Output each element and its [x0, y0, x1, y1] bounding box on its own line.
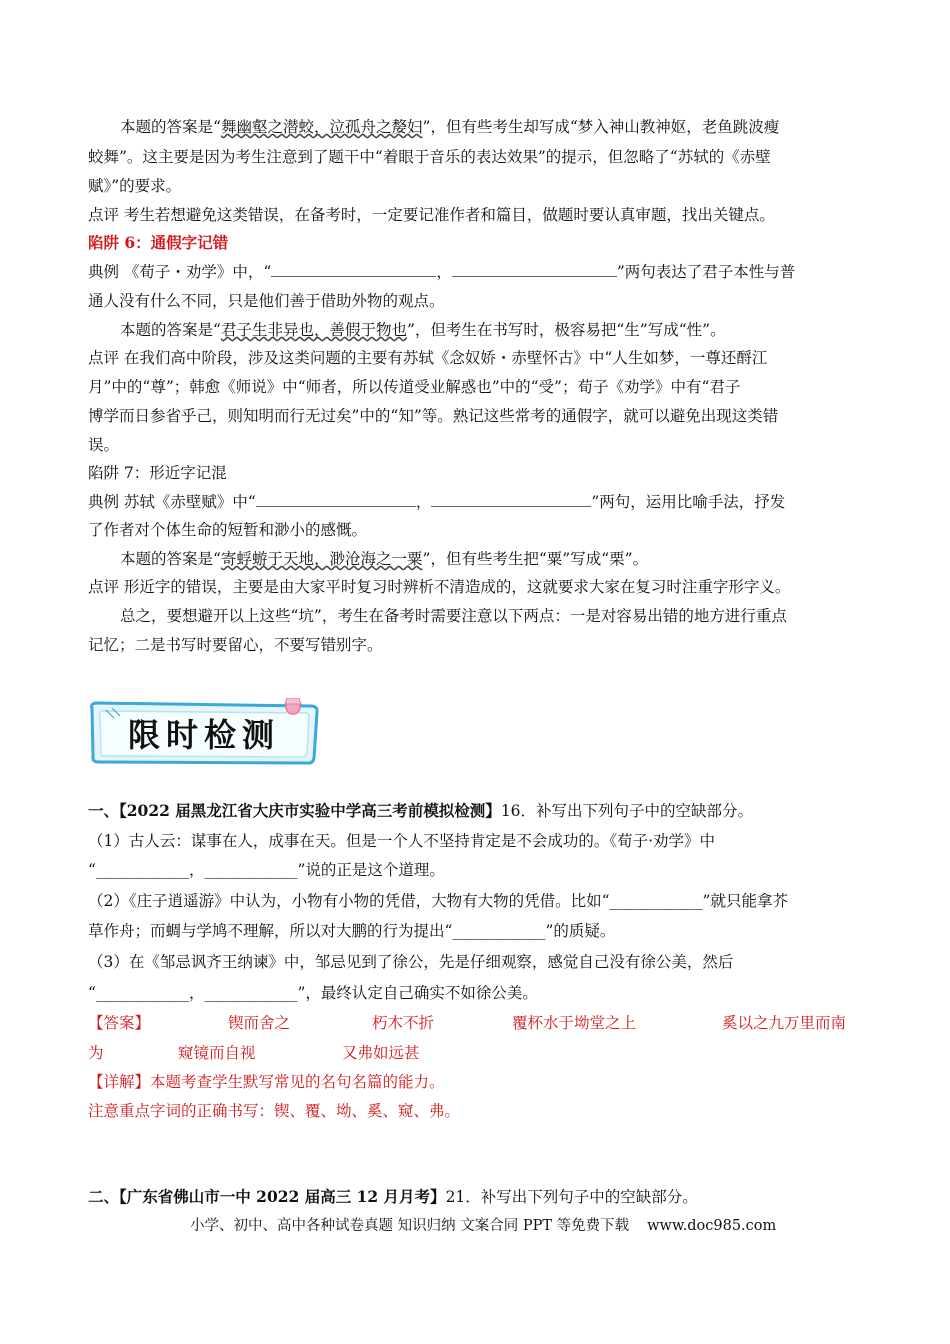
example-line: 通人没有什么不同，只是他们善于借助外物的观点。 — [88, 292, 445, 310]
fill-blank: ____________ — [452, 922, 546, 940]
text: 本题的答案是“ — [120, 550, 221, 568]
question-line — [88, 983, 538, 1003]
question-line: （1）古人云：谋事在人，成事在天。但是一个人不坚持肯定是不会成功的。《荀子·劝学》中 — [88, 832, 716, 850]
answer-quote: 君子生非异也，善假于物也 — [220, 321, 407, 339]
text: ”说的正是这个道理。 — [297, 861, 445, 879]
comment-line: 点评 在我们高中阶段，涉及这类问题的主要有苏轼《念奴娇・赤壁怀古》中“人生如梦，一尊还酹江 — [88, 349, 768, 367]
text: ”，但有些考生把“粟”写成“栗”。 — [422, 550, 649, 568]
text: ”的质疑。 — [545, 922, 616, 940]
fill-blank — [256, 491, 416, 507]
answer-item: 覆杯水于坳堂之上 — [512, 1014, 637, 1032]
answer-item: 奚以之九万里而南 — [722, 1014, 847, 1032]
question-header — [88, 801, 753, 821]
fill-blank — [271, 261, 436, 277]
question-line: （3）在《邹忌讽齐王纳谏》中，邹忌见到了徐公，先是仔细观察，感觉自己没有徐公美，然后 — [88, 953, 734, 971]
comment-line: 误。 — [88, 436, 120, 454]
answer-item: 又弗如远甚 — [342, 1044, 420, 1062]
fill-blank: ____________ — [95, 984, 189, 1002]
comment-line: 月”中的“尊”；韩愈《师说》中“师者，所以传道受业解惑也”中的“受”；荀子《劝学》中有“君子 — [88, 378, 741, 396]
comment-line: 博学而日参省乎己，则知明而行无过矣”中的“知”等。熟记这些常考的通假字，就可以避免出现这类错 — [88, 407, 779, 425]
question-line — [88, 860, 445, 880]
text: 典例 苏轼《赤壁赋》中“ — [88, 493, 256, 511]
text: ”两句，运用比喻手法，抒发 — [591, 493, 786, 511]
question-source: 【广东省佛山市一中 2022 届高三 12 月月考】 — [119, 1187, 446, 1206]
comment-line: 点评 考生若想避免这类错误，在备考时，一定要记准作者和篇目，做题时要认真审题，找出关键点。 — [88, 206, 775, 224]
fill-blank — [452, 261, 617, 277]
text: ”就只能拿芥 — [702, 892, 788, 910]
question-line — [88, 891, 788, 911]
answer-line — [120, 549, 648, 569]
note-line: 注意重点字词的正确书写：锲、覆、坳、奚、窥、弗。 — [88, 1102, 461, 1120]
answer-item: 窥镜而自视 — [178, 1044, 256, 1062]
question-header — [88, 1187, 698, 1207]
text: ”，但有些考生却写成“梦入神山教神妪，老鱼跳波瘦 — [422, 118, 780, 136]
question-number: 二、 — [88, 1187, 120, 1206]
question-line — [88, 921, 615, 941]
text: （2）《庄子逍遥游》中认为，小物有小物的凭借，大物有大物的凭借。比如“ — [88, 892, 610, 910]
text: 典例 《荀子・劝学》中，“ — [88, 263, 272, 281]
text: ， — [436, 263, 452, 281]
example-line — [88, 491, 785, 512]
answer-quote: 寄蜉蝣于天地，渺沧海之一粟 — [220, 550, 423, 568]
summary-line: 记忆；二是书写时要留心，不要写错别字。 — [88, 636, 383, 654]
answer-item: 朽木不折 — [372, 1014, 435, 1032]
answer-item: 为 — [88, 1044, 104, 1062]
footer-text: 小学、初中、高中各种试卷真题 知识归纳 文案合同 PPT 等免费下载 — [190, 1218, 630, 1234]
detail-text: 本题考查学生默写常见的名句名篇的能力。 — [150, 1073, 445, 1091]
text: ， — [188, 861, 205, 879]
example-line — [88, 261, 795, 282]
question-source: 【2022 届黑龙江省大庆市实验中学高三考前模拟检测】 — [119, 801, 501, 820]
paragraph-line: 蛟舞”。这主要是因为考生注意到了题干中“着眼于音乐的表达效果”的提示，但忽略了“苏轼的《赤壁 — [88, 148, 771, 166]
text: 本题的答案是“ — [120, 118, 221, 136]
text: ， — [188, 984, 205, 1002]
fill-blank — [431, 491, 591, 507]
answer-item: 锲而舍之 — [228, 1014, 291, 1032]
section-heading: 陷阱 6：通假字记错 — [88, 233, 229, 252]
answer-label: 【答案】 — [88, 1014, 151, 1032]
text: “ — [88, 984, 96, 1002]
summary-line: 总之，要想避开以上这些“坑”，考生在备考时需要注意以下两点：一是对容易出错的地方进行重点 — [120, 607, 787, 625]
text: “ — [88, 861, 96, 879]
text: ”两句表达了君子本性与普 — [616, 263, 796, 281]
text: ”，最终认定自己确实不如徐公美。 — [297, 984, 538, 1002]
question-stem: 21．补写出下列句子中的空缺部分。 — [445, 1188, 698, 1206]
text: ”，但考生在书写时，极容易把“生”写成“性”。 — [406, 321, 726, 339]
page-footer — [190, 1214, 776, 1235]
footer-link[interactable]: www.doc985.com — [647, 1218, 777, 1234]
fill-blank: ____________ — [204, 861, 298, 879]
example-line: 了作者对个体生命的短暂和渺小的感慨。 — [88, 521, 368, 539]
detail-line — [88, 1072, 445, 1092]
question-number: 一、 — [88, 801, 120, 820]
fill-blank: ____________ — [95, 861, 189, 879]
answer-line — [120, 320, 726, 340]
detail-label: 【详解】 — [88, 1073, 151, 1091]
fill-blank: ____________ — [609, 892, 703, 910]
section-heading: 陷阱 7：形近字记混 — [88, 464, 227, 482]
text: 本题的答案是“ — [120, 321, 221, 339]
text: 草作舟；而蜩与学鸠不理解，所以对大鹏的行为提出“ — [88, 922, 453, 940]
banner-title: 限时检测 — [127, 716, 280, 754]
answer-quote: 舞幽壑之潜蛟，泣孤舟之嫠妇 — [220, 118, 423, 136]
paragraph-line: 赋》”的要求。 — [88, 177, 182, 195]
fill-blank: ____________ — [204, 984, 298, 1002]
question-stem: 16．补写出下列句子中的空缺部分。 — [500, 802, 754, 820]
section-banner — [86, 698, 322, 768]
text: ， — [415, 493, 432, 511]
comment-line: 点评 形近字的错误，主要是由大家平时复习时辨析不清造成的，这就要求大家在复习时注重字形字义。 — [88, 578, 791, 596]
paragraph-line — [120, 117, 779, 137]
